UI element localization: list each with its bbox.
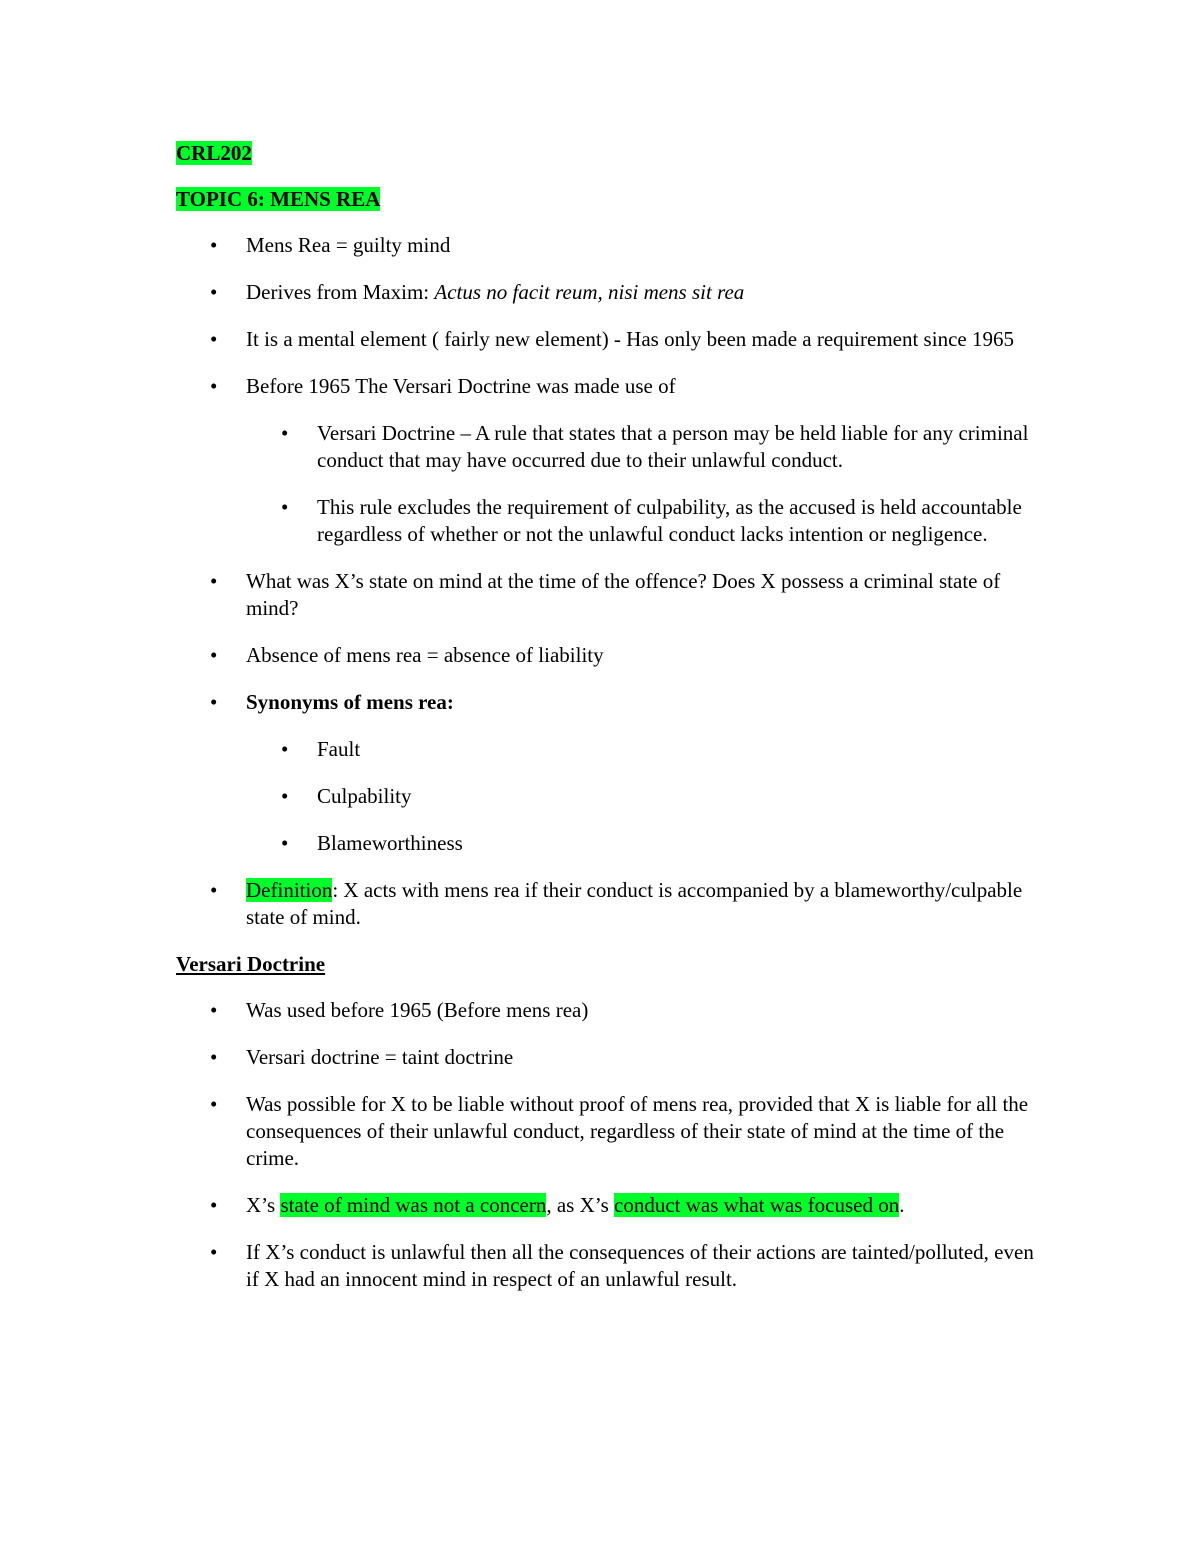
bullet: • <box>210 1193 218 1217</box>
bullet: • <box>210 1240 218 1264</box>
list-item: • Was possible for X to be liable without proof of mens rea, provided that X is liable for all the consequences of their unlawful conduct, regardless of their state of mind at the time of the crime. <box>210 1092 1029 1170</box>
list-item: • Absence of mens rea = absence of liability <box>210 643 604 667</box>
bullet: • <box>210 327 218 351</box>
list-item: • Versari doctrine = taint doctrine <box>210 1045 514 1069</box>
bullet: • <box>210 374 218 398</box>
course-code: CRL202 <box>176 141 252 165</box>
highlight-text: conduct was what was focused on <box>614 1193 900 1217</box>
bullet: • <box>210 690 218 714</box>
bullet: • <box>281 831 289 855</box>
sub-list-item: • Blameworthiness <box>281 831 463 855</box>
list-item: • Mens Rea = guilty mind <box>210 233 451 257</box>
list-item: • Definition: X acts with mens rea if their conduct is accompanied by a blameworthy/culpable state of mind. <box>210 878 1023 929</box>
bullet: • <box>210 998 218 1022</box>
list-item: • What was X’s state on mind at the time of the offence? Does X possess a criminal state of mind? <box>210 569 1001 620</box>
highlight-text: state of mind was not a concern <box>280 1193 547 1217</box>
sub-list-item: • Culpability <box>281 784 412 808</box>
bullet: • <box>210 233 218 257</box>
bullet: • <box>210 643 218 667</box>
mens-rea-list <box>176 232 1036 931</box>
synonyms-heading: Synonyms of mens rea: <box>246 690 454 714</box>
bullet: • <box>281 495 289 519</box>
bullet: • <box>210 280 218 304</box>
list-item: • Was used before 1965 (Before mens rea) <box>210 998 589 1022</box>
sub-list-item: • This rule excludes the requirement of culpability, as the accused is held accountable regardless of whether or not the unlawful conduct lacks intention or negligence. <box>281 495 1022 546</box>
versari-list <box>176 997 1036 1293</box>
synonyms-list <box>246 736 1036 857</box>
topic-title: TOPIC 6: MENS REA <box>176 187 381 211</box>
list-item: • X’s state of mind was not a concern, as X’s conduct was what was focused on. <box>210 1193 905 1217</box>
list-item: • Before 1965 The Versari Doctrine was made use of • Versari Doctrine – A rule that states that a person may be held liable for any criminal conduct that may have occurred due to their unlawful conduct. • This rule excludes the requirement of culpability, as the accused is held accountable regardless of whether or not the unlawful conduct lacks intention or negligence. <box>176 373 1036 548</box>
list-item <box>176 689 1036 857</box>
list-item: • Derives from Maxim: Actus no facit reum, nisi mens sit rea <box>210 280 745 304</box>
bullet: • <box>210 1045 218 1069</box>
bullet: • <box>210 569 218 593</box>
list-item: • If X’s conduct is unlawful then all the consequences of their actions are tainted/polluted, even if X had an innocent mind in respect of an unlawful result. <box>210 1240 1034 1291</box>
bullet: • <box>210 1092 218 1116</box>
bullet: • <box>281 737 289 761</box>
bullet: • <box>281 421 289 445</box>
bullet: • <box>210 878 218 902</box>
versari-sub-list <box>246 420 1036 548</box>
list-item: • It is a mental element ( fairly new element) - Has only been made a requirement since 1965 <box>210 327 1014 351</box>
definition-label: Definition <box>246 878 333 902</box>
document-body <box>176 140 1036 1313</box>
sub-list-item: • Versari Doctrine – A rule that states that a person may be held liable for any criminal conduct that may have occurred due to their unlawful conduct. <box>281 421 1029 472</box>
maxim-text: Actus no facit reum, nisi mens sit rea <box>434 280 745 304</box>
sub-list-item: • Fault <box>281 737 361 761</box>
section-heading: Versari Doctrine <box>176 952 326 976</box>
bullet: • <box>281 784 289 808</box>
